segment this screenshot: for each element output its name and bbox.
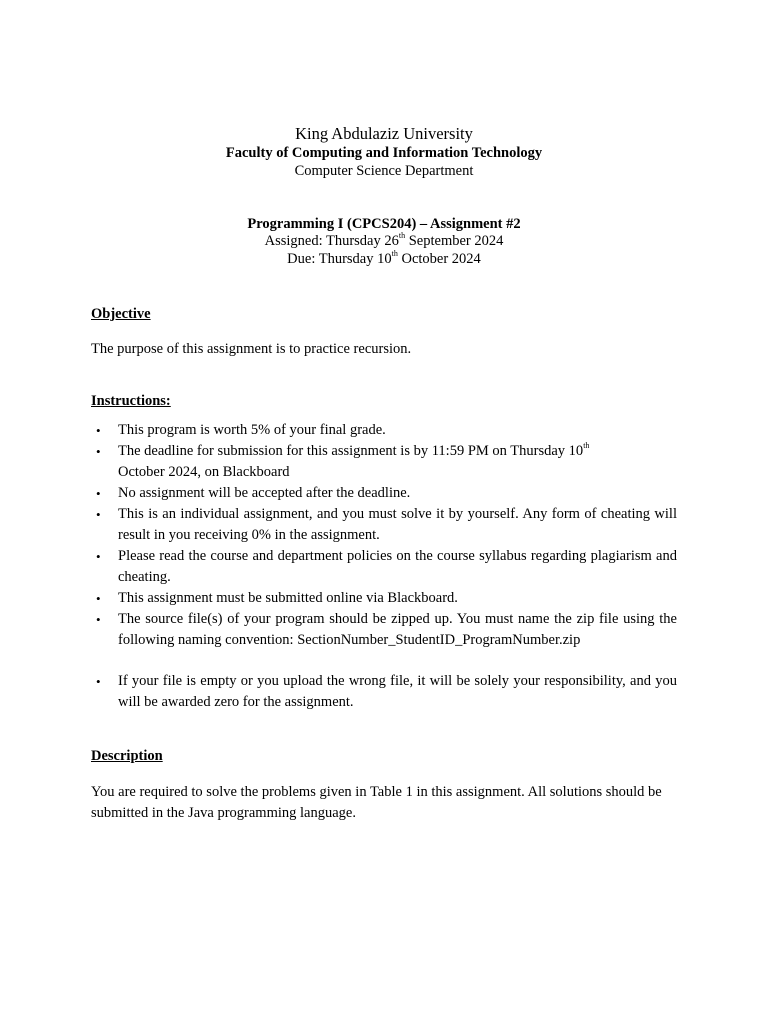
deadline-suffix: October 2024, on Blackboard bbox=[118, 464, 290, 480]
bullet-icon: • bbox=[96, 507, 101, 522]
bullet-icon: • bbox=[96, 549, 101, 564]
bullet-icon: • bbox=[96, 674, 101, 689]
list-item bbox=[91, 546, 677, 588]
university-name: King Abdulaziz University bbox=[295, 124, 473, 143]
due-date bbox=[0, 250, 768, 268]
list-item bbox=[91, 441, 677, 483]
list-item-text: This program is worth 5% of your final grade. bbox=[118, 422, 386, 438]
instructions-list bbox=[91, 420, 677, 713]
description-heading: Description bbox=[91, 748, 163, 764]
bullet-icon: • bbox=[96, 423, 101, 438]
list-item bbox=[91, 504, 677, 546]
due-date-suffix: October 2024 bbox=[397, 251, 481, 267]
due-date-prefix: Due: Thursday 10 bbox=[287, 251, 392, 267]
due-date-ordinal: th bbox=[391, 249, 398, 259]
deadline-ordinal: th bbox=[583, 441, 590, 451]
list-item bbox=[91, 420, 677, 441]
list-item-text: This assignment must be submitted online via Blackboard. bbox=[118, 590, 458, 606]
assigned-date-ordinal: th bbox=[398, 231, 406, 241]
description-text: You are required to solve the problems given in Table 1 in this assignment. All solutions should be submitted in the Java programming language. bbox=[91, 784, 662, 821]
objective-heading: Objective bbox=[91, 306, 151, 322]
list-item-text: The deadline for submission for this assignment is by 11:59 PM on Thursday 10 bbox=[118, 443, 584, 459]
faculty-name: Faculty of Computing and Information Technology bbox=[225, 145, 543, 161]
bullet-icon: • bbox=[96, 444, 101, 459]
list-item bbox=[91, 483, 677, 504]
assigned-date-suffix: September 2024 bbox=[405, 233, 504, 249]
list-item bbox=[91, 609, 677, 651]
list-item-text: No assignment will be accepted after the deadline. bbox=[118, 485, 411, 501]
department-name: Computer Science Department bbox=[294, 163, 474, 179]
list-item-text: If your file is empty or you upload the wrong file, it will be solely your responsibility, and you will be awarded zero for the assignment. bbox=[118, 673, 677, 710]
bullet-icon: • bbox=[96, 612, 101, 627]
assigned-date bbox=[0, 232, 768, 250]
objective-text: The purpose of this assignment is to practice recursion. bbox=[91, 341, 412, 357]
list-item bbox=[91, 588, 677, 609]
list-item bbox=[91, 671, 677, 713]
assigned-date-prefix: Assigned: Thursday 26 bbox=[264, 233, 399, 249]
list-item-text: This is an individual assignment, and you must solve it by yourself. Any form of cheating will result in you receiving 0% in the assignment. bbox=[118, 506, 677, 543]
list-item-text: Please read the course and department policies on the course syllabus regarding plagiarism and cheating. bbox=[118, 548, 677, 585]
instructions-heading: Instructions: bbox=[91, 393, 171, 409]
list-item-text: The source file(s) of your program should be zipped up. You must name the zip file using the following naming convention: SectionNumber_StudentID_ProgramNumber.zip bbox=[118, 611, 677, 648]
bullet-icon: • bbox=[96, 486, 101, 501]
bullet-icon: • bbox=[96, 591, 101, 606]
course-title: Programming I (CPCS204) – Assignment #2 bbox=[247, 216, 521, 232]
